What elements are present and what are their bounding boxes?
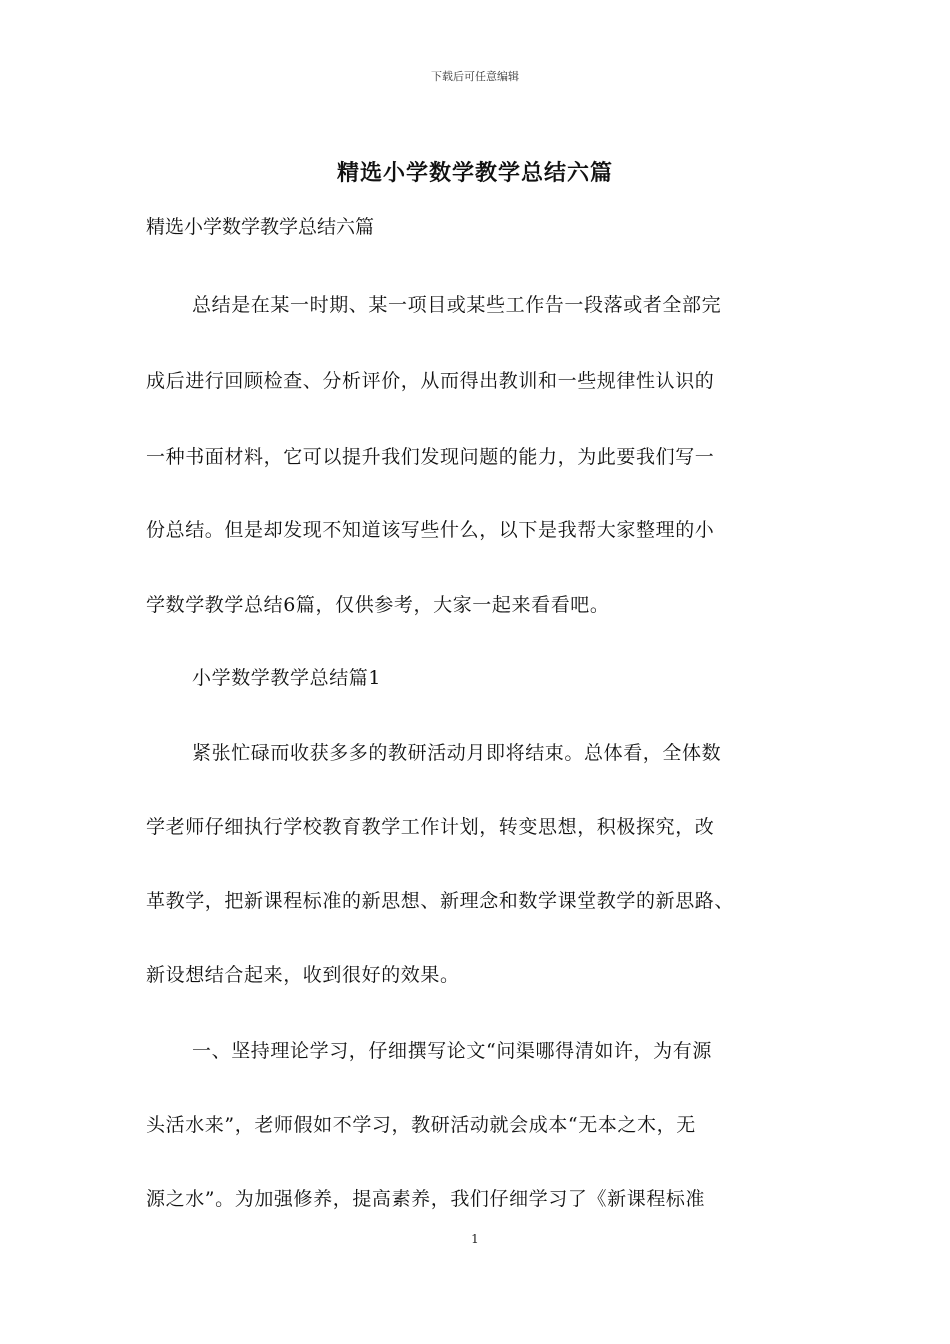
page-number: 1: [471, 1232, 479, 1246]
paragraph-line: 成后进行回顾检查、分析评价，从而得出教训和一些规律性认识的: [146, 370, 715, 392]
paragraph-line: 一、坚持理论学习，仔细撰写论文“问渠哪得清如许，为有源: [192, 1040, 712, 1062]
paragraph-line: 紧张忙碌而收获多多的教研活动月即将结束。总体看，全体数: [192, 742, 722, 764]
document-title: 精选小学数学教学总结六篇: [336, 160, 613, 186]
paragraph-line: 学老师仔细执行学校教育教学工作计划，转变思想，积极探究，改: [146, 816, 715, 838]
paragraph-line: 一种书面材料，它可以提升我们发现问题的能力，为此要我们写一: [146, 446, 715, 468]
paragraph-line: 份总结。但是却发现不知道该写些什么，以下是我帮大家整理的小: [146, 519, 715, 541]
document-subtitle: 精选小学数学教学总结六篇: [146, 216, 375, 238]
paragraph-line: 总结是在某一时期、某一项目或某些工作告一段落或者全部完: [192, 294, 722, 316]
paragraph-line: 头活水来”，老师假如不学习，教研活动就会成本“无本之木，无: [146, 1114, 696, 1136]
paragraph-line: 源之水”。为加强修养，提高素养，我们仔细学习了《新课程标准: [146, 1188, 706, 1210]
paragraph-line: 革教学，把新课程标准的新思想、新理念和数学课堂教学的新思路、: [146, 890, 735, 912]
paragraph-line: 新设想结合起来，收到很好的效果。: [146, 964, 460, 986]
section-heading: 小学数学教学总结篇1: [192, 667, 382, 689]
paragraph-line: 学数学教学总结6篇，仅供参考，大家一起来看看吧。: [146, 594, 610, 616]
header-note: 下载后可任意编辑: [431, 70, 519, 83]
